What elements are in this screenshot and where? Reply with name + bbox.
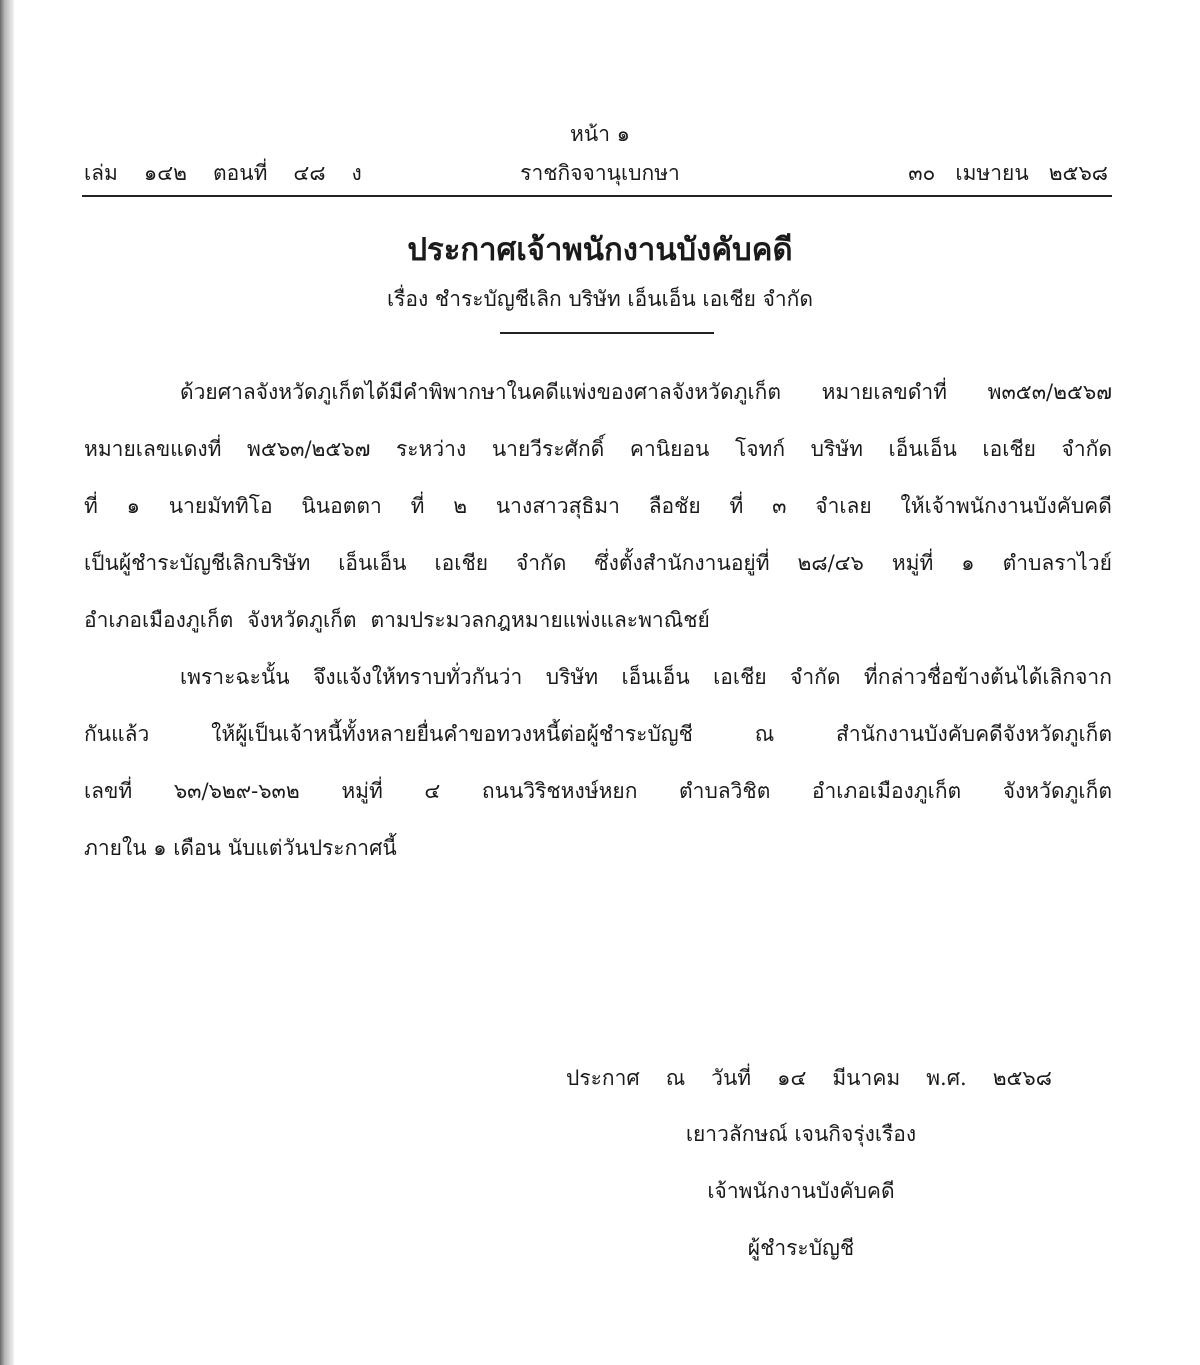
text-segment: ที่	[729, 494, 744, 518]
gazette-date	[888, 157, 1108, 190]
text-segment: จำกัด	[515, 551, 567, 575]
volume-number: ๑๔๒	[143, 161, 187, 185]
text-segment: ให้ผู้เป็นเจ้าหนี้ทั้งหลายยื่นคำขอทวงหนี้ต่อผู้ชำระบัญชี	[211, 722, 693, 746]
body-line-1	[180, 376, 1112, 409]
text-segment: ถนนวิริชหงษ์หยก	[481, 779, 638, 803]
text-segment: นายวีระศักดิ์	[491, 437, 605, 461]
text-segment: เอเชีย	[982, 437, 1036, 461]
body-line-9	[84, 832, 1112, 865]
text-segment: ณ	[754, 722, 775, 746]
text-segment: หมายเลขแดงที่	[84, 437, 222, 461]
text-segment: เอเชีย	[434, 551, 489, 575]
signatory-name: เยาวลักษณ์ เจนกิจรุ่งเรือง	[685, 1122, 917, 1146]
text-segment: สำนักงานบังคับคดีจังหวัดภูเก็ต	[836, 722, 1112, 746]
text-segment: โจทก์	[734, 437, 786, 461]
text-segment: ด้วยศาลจังหวัดภูเก็ตได้มีคำพิพากษาในคดีแพ่งของศาลจังหวัดภูเก็ต	[180, 380, 781, 404]
text-segment: ๖๓/๖๒๙-๖๓๒	[173, 779, 300, 803]
text-segment: ที่	[84, 494, 98, 518]
date-segment: ๑๔	[777, 1066, 807, 1090]
date-segment: มีนาคม	[832, 1066, 901, 1090]
text-segment: เป็นผู้ชำระบัญชีเลิกบริษัท	[84, 551, 311, 575]
gazette-year: ๒๕๖๘	[1048, 161, 1108, 185]
text-segment: ที่	[410, 494, 425, 518]
text-segment: ๑	[961, 551, 975, 575]
text-segment: ตำบลราไวย์	[1002, 551, 1112, 575]
issue-label: ตอนที่	[212, 161, 268, 185]
text-segment: เลขที่	[84, 779, 133, 803]
signatory-role: ผู้ชำระบัญชี	[747, 1236, 855, 1260]
text-segment: พ๓๕๓/๒๕๖๗	[987, 380, 1112, 404]
announcement-title: ประกาศเจ้าพนักงานบังคับคดี	[407, 232, 793, 268]
text-segment: บริษัท	[810, 437, 863, 461]
text-segment: เอ็นเอ็น	[621, 665, 690, 689]
text-segment: จำกัด	[790, 665, 841, 689]
text-segment: เพราะฉะนั้น	[180, 665, 290, 689]
text-segment: ซึ่งตั้งสำนักงานอยู่ที่	[594, 551, 770, 575]
text-segment: เอ็นเอ็น	[338, 551, 407, 575]
text-segment: เอ็นเอ็น	[888, 437, 957, 461]
title-underline	[500, 332, 714, 334]
text-segment: บริษัท	[545, 665, 599, 689]
text-segment: อำเภอเมืองภูเก็ต	[84, 608, 234, 632]
text-segment: ๔	[424, 779, 441, 803]
body-line-4	[84, 547, 1112, 580]
text-segment: ให้เจ้าพนักงานบังคับคดี	[900, 494, 1112, 518]
text-segment: จำกัด	[1061, 437, 1112, 461]
text-segment: จึงแจ้งให้ทราบทั่วกันว่า	[313, 665, 523, 689]
signatory-position: เจ้าพนักงานบังคับคดี	[707, 1179, 895, 1203]
text-segment: หมู่ที่	[341, 779, 383, 803]
text-segment: ๑	[126, 494, 140, 518]
text-segment: ที่กล่าวชื่อข้างต้นได้เลิกจาก	[863, 665, 1112, 689]
text-segment: หมายเลขดำที่	[821, 380, 948, 404]
body-line-6	[180, 661, 1112, 694]
text-segment: ภายใน ๑ เดือน นับแต่วันประกาศนี้	[84, 836, 397, 860]
date-segment: ณ	[665, 1066, 686, 1090]
text-segment: จังหวัดภูเก็ต	[247, 608, 357, 632]
announcement-subject: เรื่อง ชำระบัญชีเลิก บริษัท เอ็นเอ็น เอเชีย จำกัด	[386, 287, 814, 311]
date-segment: พ.ศ.	[926, 1066, 967, 1090]
gazette-name: ราชกิจจานุเบกษา	[520, 161, 680, 185]
text-segment: จังหวัดภูเก็ต	[1002, 779, 1112, 803]
text-segment: จำเลย	[815, 494, 872, 518]
body-line-3	[84, 490, 1112, 523]
date-segment: วันที่	[711, 1066, 752, 1090]
body-line-5	[84, 604, 1112, 637]
text-segment: กันแล้ว	[84, 722, 150, 746]
date-segment: ๒๕๖๘	[992, 1066, 1052, 1090]
text-segment: ๒	[453, 494, 468, 518]
text-segment: ๒๘/๔๖	[797, 551, 864, 575]
text-segment: คานิยอน	[629, 437, 710, 461]
gazette-day: ๓๐	[908, 161, 936, 185]
text-segment: นางสาวสุธิมา	[495, 494, 620, 518]
body-line-2	[84, 433, 1112, 466]
text-segment: พ๕๖๓/๒๕๖๗	[247, 437, 371, 461]
volume-label: เล่ม	[84, 161, 118, 185]
header-divider	[82, 195, 1112, 197]
date-segment: ประกาศ	[566, 1066, 640, 1090]
text-segment: หมู่ที่	[891, 551, 934, 575]
gazette-month: เมษายน	[955, 161, 1029, 185]
text-segment: อำเภอเมืองภูเก็ต	[811, 779, 962, 803]
text-segment: ตามประมวลกฎหมายแพ่งและพาณิชย์	[370, 608, 710, 632]
issue-number: ๔๘	[293, 161, 326, 185]
page-number: หน้า ๑	[570, 122, 630, 146]
text-segment: เอเชีย	[713, 665, 767, 689]
text-segment: ระหว่าง	[395, 437, 467, 461]
announcement-date	[566, 1062, 1052, 1095]
text-segment: ตำบลวิชิต	[679, 779, 771, 803]
text-segment: ๓	[772, 494, 787, 518]
text-segment: ลือชัย	[648, 494, 701, 518]
text-segment: นินอตตา	[301, 494, 382, 518]
text-segment: นายมัททิโอ	[168, 494, 273, 518]
body-line-7	[84, 718, 1112, 751]
body-line-8	[84, 775, 1112, 808]
section-letter: ง	[351, 161, 362, 185]
